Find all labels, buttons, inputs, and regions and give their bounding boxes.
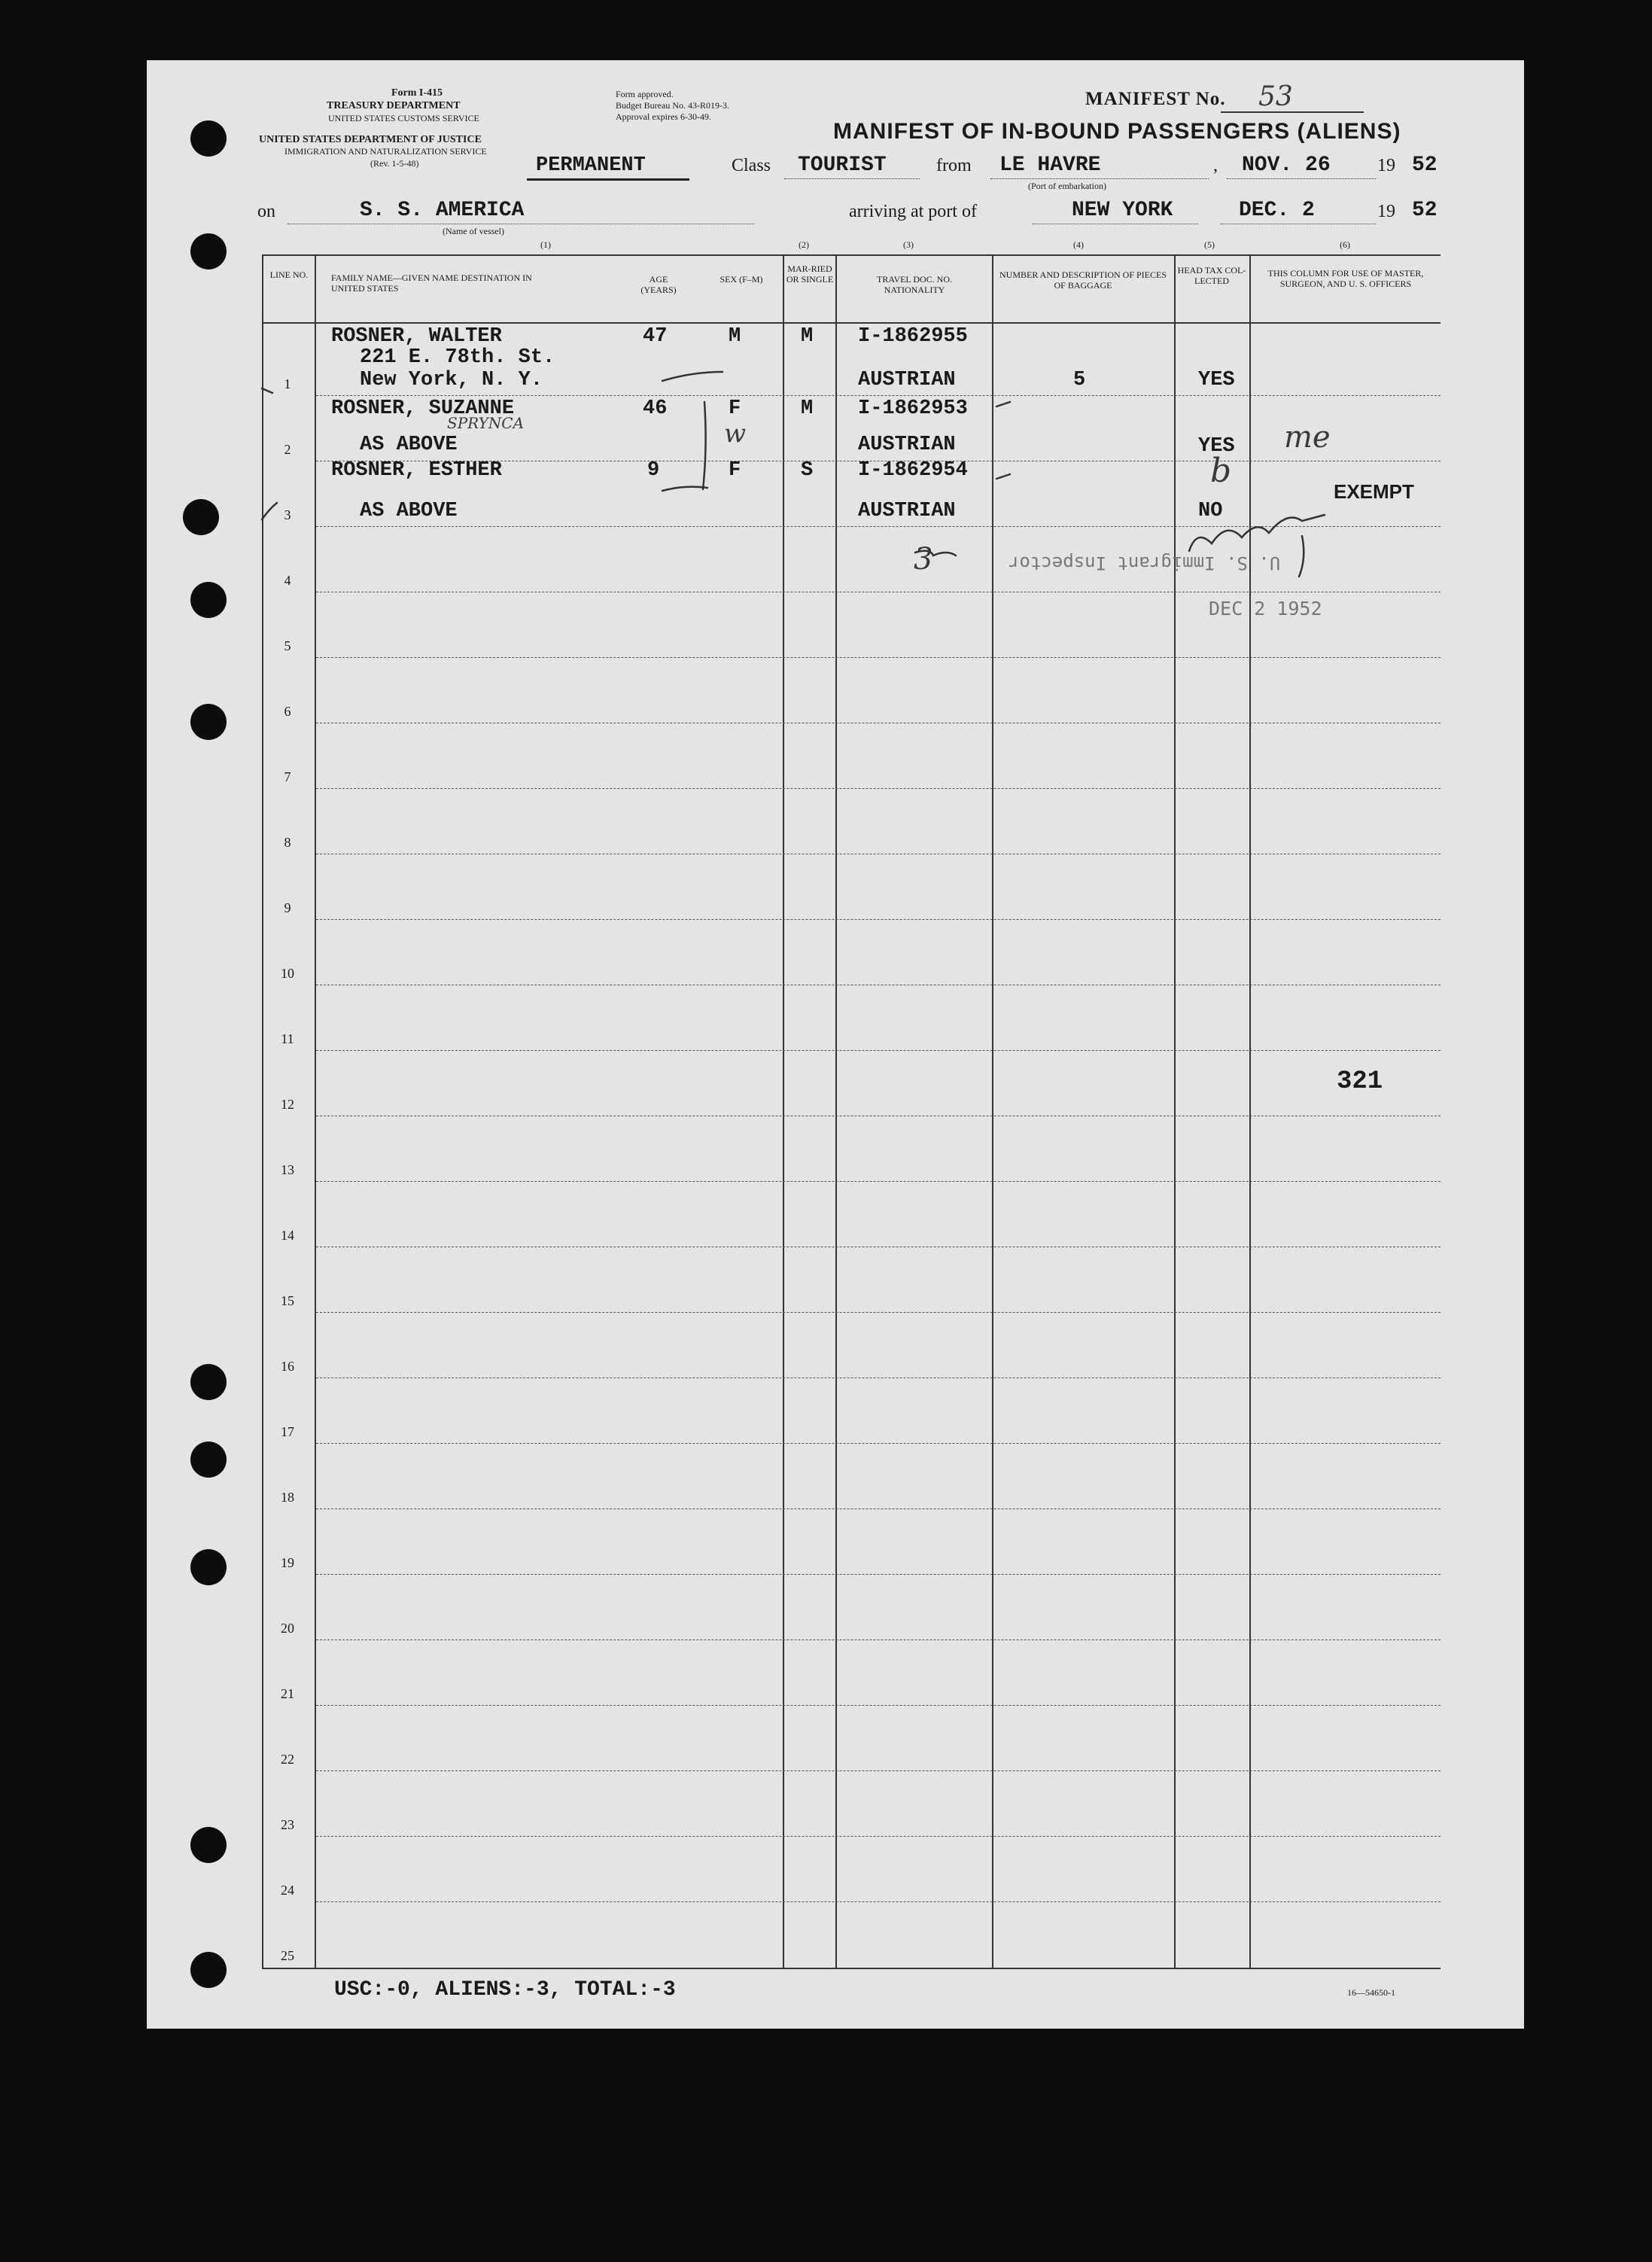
- line-number: 9: [284, 900, 291, 915]
- year-prefix: 19: [1377, 156, 1395, 175]
- column-number: (1): [540, 239, 551, 250]
- column-number: (2): [799, 239, 809, 250]
- passenger-address: New York, N. Y.: [360, 369, 543, 391]
- line-number: 22: [281, 1752, 294, 1767]
- passenger-nationality: AUSTRIAN: [858, 500, 956, 522]
- passenger-marital: S: [801, 459, 814, 482]
- class-label: Class: [732, 156, 771, 175]
- line-number: 17: [281, 1424, 294, 1439]
- line-number: 15: [281, 1293, 294, 1308]
- header-travel-doc: TRAVEL DOC. NO. NATIONALITY: [876, 274, 952, 295]
- approval-line: Approval expires 6-30-49.: [616, 111, 711, 122]
- totals-summary: USC:-0, ALIENS:-3, TOTAL:-3: [334, 1978, 676, 2002]
- line-number: 23: [281, 1817, 294, 1832]
- passenger-age: 9: [647, 459, 660, 482]
- line-number: 3: [284, 507, 291, 522]
- form-print-code: 16—54650-1: [1347, 1987, 1395, 1998]
- line-number: 14: [281, 1228, 294, 1243]
- line-number: 16: [281, 1359, 294, 1374]
- passenger-name: ROSNER, SUZANNE: [331, 397, 515, 420]
- port-of-embarkation: LE HAVRE: [999, 154, 1101, 177]
- passenger-name: ROSNER, WALTER: [331, 325, 502, 348]
- passenger-head-tax: NO: [1198, 500, 1223, 522]
- year-prefix: 19: [1377, 202, 1395, 221]
- status-value: PERMANENT: [536, 154, 646, 177]
- passenger-sex: F: [729, 459, 741, 482]
- column-number: (5): [1204, 239, 1215, 250]
- header-line-no: LINE NO.: [269, 269, 309, 280]
- passenger-address: 221 E. 78th. St.: [360, 346, 555, 369]
- inspector-stamp: U. S. Immigrant Inspector: [1009, 553, 1281, 574]
- arrival-year: 52: [1412, 199, 1438, 222]
- passenger-nationality: AUSTRIAN: [858, 434, 956, 456]
- passenger-marital: M: [801, 397, 814, 420]
- line-number: 24: [281, 1883, 294, 1898]
- passenger-baggage: 5: [1073, 369, 1086, 391]
- header-sex: SEX (F–M): [720, 274, 763, 285]
- manifest-label: MANIFEST No.: [1085, 89, 1226, 109]
- vessel-name: S. S. AMERICA: [360, 199, 525, 222]
- header-married: MAR-RIED OR SINGLE: [786, 263, 834, 285]
- passenger-head-tax: YES: [1198, 369, 1235, 391]
- arriving-label: arriving at port of: [849, 202, 977, 221]
- line-number: 6: [284, 704, 291, 719]
- passenger-address: AS ABOVE: [360, 434, 458, 456]
- passenger-age: 46: [643, 397, 668, 420]
- header-name: FAMILY NAME—GIVEN NAME DESTINATION IN UNITED STATES: [331, 272, 532, 294]
- comma: ,: [1213, 156, 1218, 175]
- line-number: 18: [281, 1490, 294, 1505]
- passenger-marital: M: [801, 325, 814, 348]
- passenger-travel-doc: I-1862954: [858, 459, 968, 482]
- line-number: 4: [284, 573, 291, 588]
- line-number: 8: [284, 835, 291, 850]
- line-number: 19: [281, 1555, 294, 1570]
- arrival-date: DEC. 2: [1239, 199, 1315, 222]
- line-number: 5: [284, 638, 291, 653]
- passenger-age: 47: [643, 325, 668, 348]
- handwritten-count: 3: [914, 542, 933, 577]
- page-number: 321: [1337, 1067, 1383, 1096]
- arrival-port: NEW YORK: [1072, 199, 1173, 222]
- line-number: 11: [281, 1031, 294, 1046]
- line-number: 1: [284, 376, 291, 391]
- department-line: UNITED STATES DEPARTMENT OF JUSTICE: [259, 134, 482, 145]
- line-number: 10: [281, 966, 294, 981]
- department-line: UNITED STATES CUSTOMS SERVICE: [328, 113, 479, 123]
- departure-year: 52: [1412, 154, 1438, 177]
- passenger-travel-doc: I-1862953: [858, 397, 968, 420]
- inspection-date-stamp: DEC 2 1952: [1209, 598, 1322, 620]
- department-line: IMMIGRATION AND NATURALIZATION SERVICE: [284, 146, 487, 157]
- passenger-name: ROSNER, ESTHER: [331, 459, 502, 482]
- page-title: MANIFEST OF IN-BOUND PASSENGERS (ALIENS): [833, 119, 1401, 144]
- passenger-nationality: AUSTRIAN: [858, 369, 956, 391]
- line-number: 12: [281, 1097, 294, 1112]
- class-value: TOURIST: [798, 154, 887, 177]
- line-number: 21: [281, 1686, 294, 1701]
- department-line: TREASURY DEPARTMENT: [327, 100, 461, 111]
- exempt-stamp: EXEMPT: [1334, 480, 1414, 503]
- column-number: (4): [1073, 239, 1084, 250]
- handwritten-mark: b: [1210, 452, 1232, 490]
- from-label: from: [936, 156, 972, 175]
- header-age: AGE (YEARS): [640, 274, 677, 295]
- line-number: 7: [284, 769, 291, 784]
- passenger-travel-doc: I-1862955: [858, 325, 968, 348]
- approval-line: Budget Bureau No. 43-R019-3.: [616, 100, 729, 111]
- header-baggage: NUMBER AND DESCRIPTION OF PIECES OF BAGGAGE: [999, 269, 1167, 291]
- column-number: (6): [1340, 239, 1350, 250]
- port-caption: (Port of embarkation): [1028, 181, 1106, 191]
- vessel-caption: (Name of vessel): [443, 226, 504, 236]
- line-number: 20: [281, 1621, 294, 1636]
- handwritten-mark: w: [724, 419, 747, 449]
- manifest-number: 53: [1258, 81, 1293, 112]
- passenger-address: AS ABOVE: [360, 500, 458, 522]
- line-number: 2: [284, 442, 291, 457]
- passenger-head-tax: YES: [1198, 435, 1235, 458]
- approval-line: Form approved.: [616, 89, 674, 99]
- handwritten-initials: me: [1284, 420, 1331, 455]
- column-number: (3): [903, 239, 914, 250]
- line-number: 13: [281, 1162, 294, 1177]
- form-number: Form I-415: [391, 87, 443, 99]
- line-number: 25: [281, 1948, 294, 1963]
- header-head-tax: HEAD TAX COL-LECTED: [1177, 265, 1246, 286]
- on-label: on: [257, 202, 275, 221]
- header-officers: THIS COLUMN FOR USE OF MASTER, SURGEON, AND U. S. OFFICERS: [1267, 268, 1424, 289]
- handwritten-maiden-name: SPRYNCA: [447, 414, 525, 432]
- departure-date: NOV. 26: [1242, 154, 1331, 177]
- passenger-sex: M: [729, 325, 741, 348]
- revision-date: (Rev. 1-5-48): [370, 158, 419, 169]
- passenger-sex: F: [729, 397, 741, 420]
